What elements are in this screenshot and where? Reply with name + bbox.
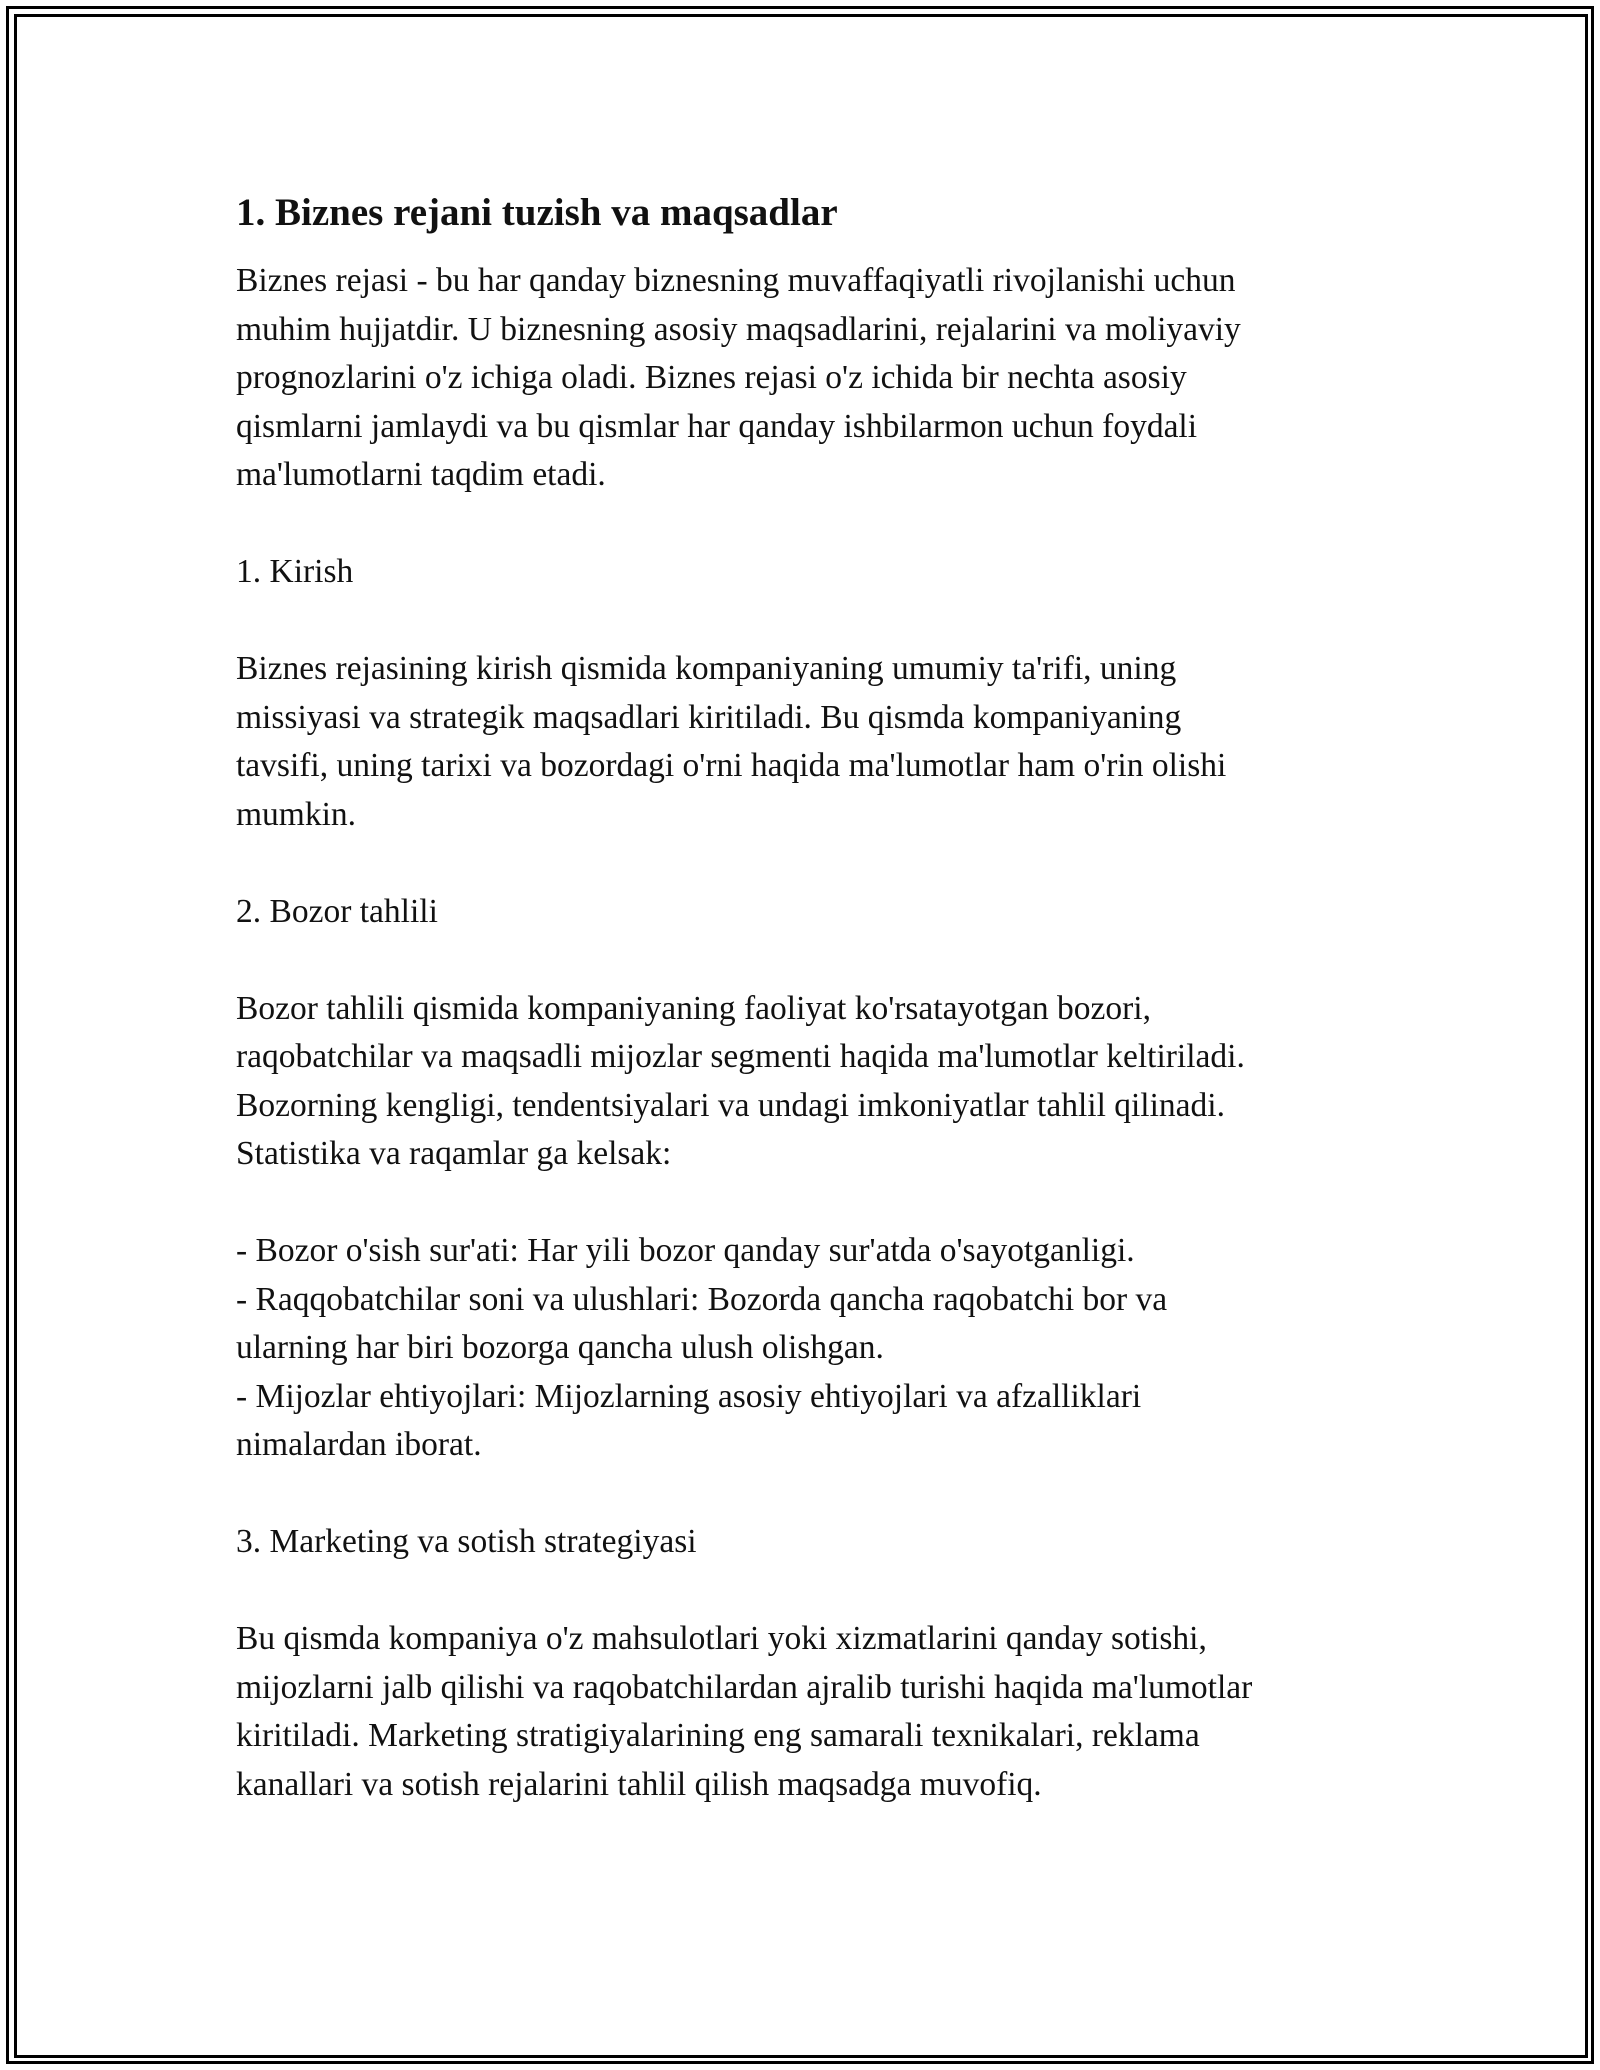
spacer [236,839,1376,888]
text-line: mumkin. [236,795,357,833]
bozor-bullet-list [236,1227,1376,1470]
text-line: mijozlarni jalb qilishi va raqobatchilardan ajralib turishi haqida ma'lumotlar [236,1668,1253,1706]
spacer [236,936,1376,985]
spacer [236,597,1376,646]
text-line: Bozorning kengligi, tendentsiyalari va undagi imkoniyatlar tahlil qilinadi. [236,1086,1225,1124]
section-heading-bozor-tahlili: 2. Bozor tahlili [236,892,438,930]
text-line: Statistika va raqamlar ga kelsak: [236,1135,672,1172]
document-title: 1. Biznes rejani tuzish va maqsadlar [236,191,838,234]
spacer [236,1567,1376,1616]
text-line: ma'lumotlarni taqdim etadi. [236,456,606,493]
bozor-tahlili-paragraph [236,985,1376,1179]
text-line: tavsifi, uning tarixi va bozordagi o'rni haqida ma'lumotlar ham o'rin olishi [236,747,1227,784]
text-line: prognozlarini o'z ichiga oladi. Biznes rejasi o'z ichida bir nechta asosiy [236,359,1187,396]
spacer [236,1470,1376,1519]
spacer [236,1179,1376,1228]
text-line: Bu qismda kompaniya o'z mahsulotlari yoki xizmatlarini qanday sotishi, [236,1620,1207,1657]
text-line: muhim hujjatdir. U biznesning asosiy maqsadlarini, rejalarini va moliyaviy [236,310,1241,348]
text-line: missiyasi va strategik maqsadlari kiritiladi. Bu qismda kompaniyaning [236,698,1182,736]
spacer [236,500,1376,549]
text-line: Bozor tahlili qismida kompaniyaning faoliyat ko'rsatayotgan bozori, [236,989,1151,1027]
kirish-paragraph [236,645,1376,839]
section-heading-marketing: 3. Marketing va sotish strategiyasi [236,1523,697,1560]
text-line: Biznes rejasining kirish qismida kompaniyaning umumiy ta'rifi, uning [236,650,1177,687]
list-item: - Mijozlar ehtiyojlari: Mijozlarning asosiy ehtiyojlari va afzalliklari [236,1377,1142,1415]
intro-paragraph [236,257,1376,500]
text-line: Biznes rejasi - bu har qanday biznesning muvaffaqiyatli rivojlanishi uchun [236,262,1236,299]
list-item-continuation: nimalardan iborat. [236,1426,482,1463]
list-item: - Raqqobatchilar soni va ulushlari: Bozorda qancha raqobatchi bor va [236,1280,1168,1318]
document-body [236,187,1376,1809]
list-item-continuation: ularning har biri bozorga qancha ulush olishgan. [236,1329,884,1366]
marketing-paragraph [236,1615,1376,1809]
text-line: kanallari va sotish rejalarini tahlil qilish maqsadga muvofiq. [236,1765,1042,1803]
section-heading-kirish: 1. Kirish [236,553,354,590]
text-line: raqobatchilar va maqsadli mijozlar segmenti haqida ma'lumotlar keltiriladi. [236,1038,1245,1075]
text-line: kiritiladi. Marketing stratigiyalarining eng samarali texnikalari, reklama [236,1717,1200,1754]
list-item: - Bozor o'sish sur'ati: Har yili bozor qanday sur'atda o'sayotganligi. [236,1232,1135,1269]
text-line: qismlarni jamlaydi va bu qismlar har qanday ishbilarmon uchun foydali [236,407,1198,445]
